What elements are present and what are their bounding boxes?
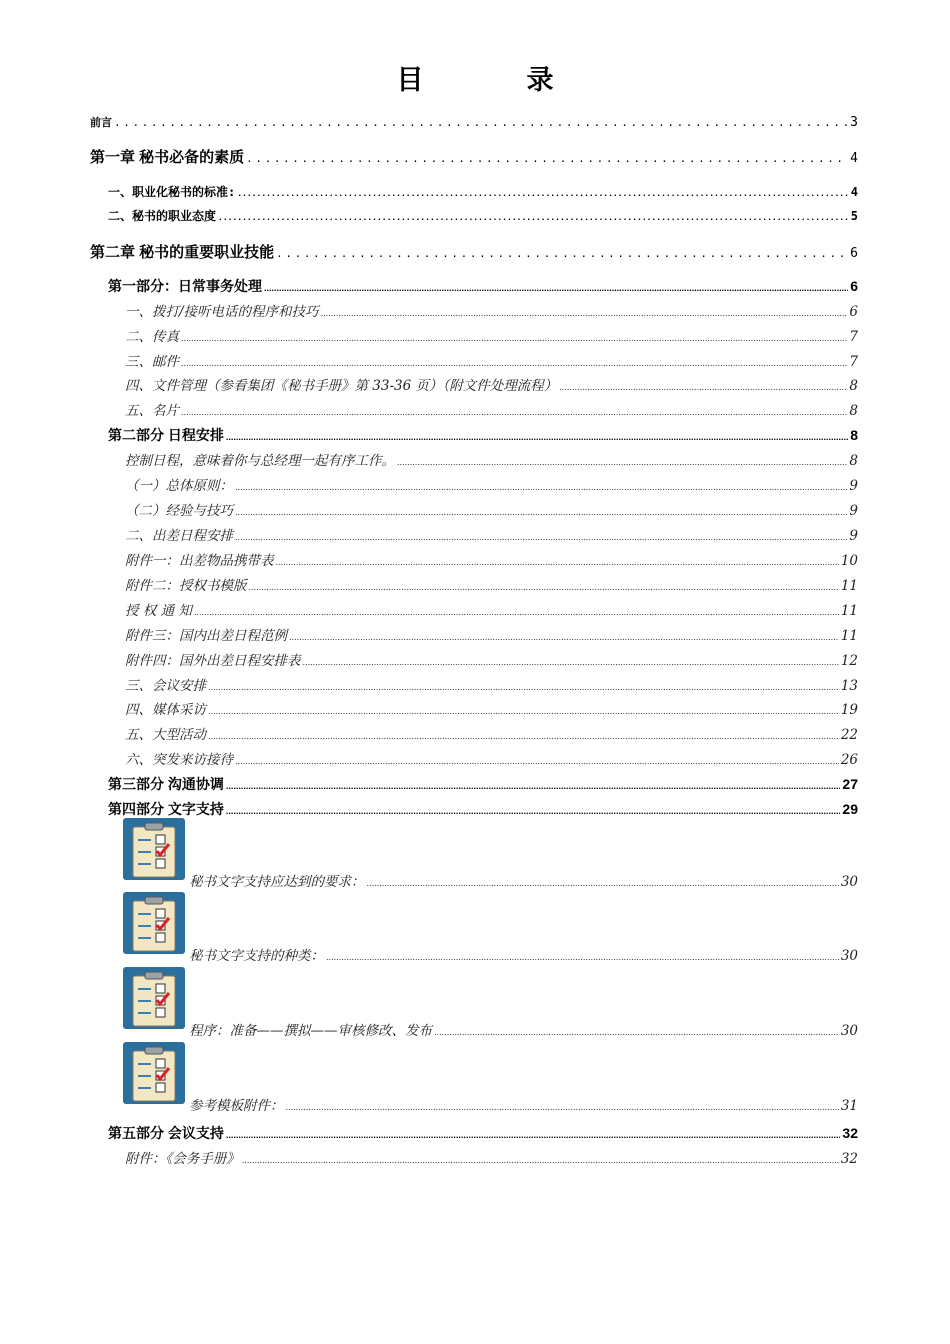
toc-page-number: 6 bbox=[850, 246, 858, 261]
toc-page-number: 11 bbox=[840, 628, 858, 644]
toc-entry-text: 三、会议安排 bbox=[125, 678, 206, 694]
toc-entry-item[interactable] bbox=[125, 449, 858, 469]
toc-page-number: 4 bbox=[850, 151, 858, 166]
toc-leader bbox=[208, 683, 839, 692]
toc-entry-text: 四、文件管理（参看集团《秘书手册》第 33-36 页）（附文件处理流程） bbox=[125, 378, 558, 394]
toc-page-number: 8 bbox=[849, 378, 858, 394]
toc-page-number: 29 bbox=[842, 801, 858, 817]
toc-leader bbox=[208, 707, 839, 716]
toc-entry-item[interactable] bbox=[125, 723, 858, 743]
toc-entry-section[interactable] bbox=[108, 183, 858, 200]
toc-page-number: 11 bbox=[840, 578, 858, 594]
toc-leader bbox=[194, 608, 839, 617]
checklist-clipboard-icon bbox=[123, 818, 185, 880]
toc-entry-item[interactable] bbox=[125, 300, 858, 320]
toc-entry-text: 五、名片 bbox=[125, 403, 179, 419]
toc-page-number: 13 bbox=[840, 678, 858, 694]
toc-entry-text: 秘书文字支持应达到的要求： bbox=[189, 874, 365, 890]
checklist-clipboard-icon bbox=[123, 1042, 185, 1104]
checklist-clipboard-icon bbox=[123, 967, 185, 1029]
toc-entry-text: 第二章 秘书的重要职业技能 bbox=[90, 244, 275, 261]
toc-page-number: 12 bbox=[840, 653, 858, 669]
toc-entry-text: 附件：《会务手册》 bbox=[125, 1151, 240, 1167]
toc-entry-text: 程序：准备——撰拟——审核修改、发布 bbox=[189, 1023, 432, 1039]
toc-page-number: 30 bbox=[840, 948, 858, 964]
toc-leader bbox=[286, 1103, 839, 1112]
toc-leader bbox=[226, 806, 841, 816]
toc-entry-item[interactable] bbox=[125, 499, 858, 519]
toc-page-number: 9 bbox=[849, 503, 858, 519]
toc-page-number: 30 bbox=[840, 874, 858, 890]
toc-entry-text: （二）经验与技巧 bbox=[125, 503, 233, 519]
toc-entry-text: 第一章 秘书必备的素质 bbox=[90, 149, 245, 166]
toc-leader bbox=[242, 1156, 839, 1165]
toc-page-number: 5 bbox=[850, 209, 858, 223]
toc-entry-item[interactable] bbox=[125, 748, 858, 768]
toc-leader bbox=[326, 953, 839, 962]
toc-page-number: 30 bbox=[840, 1023, 858, 1039]
toc-leader bbox=[226, 781, 841, 791]
checklist-clipboard-icon bbox=[123, 892, 185, 954]
toc-page-number: 31 bbox=[840, 1098, 858, 1114]
toc-entry-preface[interactable] bbox=[90, 114, 858, 130]
toc-leader bbox=[276, 558, 839, 567]
toc-entry-text: 控制日程，意味着你与总经理一起有序工作。 bbox=[125, 453, 395, 469]
toc-entry-text: 授 权 通 知 bbox=[125, 603, 192, 619]
toc-entry-text: 五、大型活动 bbox=[125, 727, 206, 743]
toc-page-number: 27 bbox=[842, 776, 858, 792]
toc-entry-chapter-2[interactable] bbox=[90, 241, 858, 262]
toc-entry-text: 附件二：授权书模版 bbox=[125, 578, 247, 594]
toc-leader bbox=[264, 283, 848, 293]
toc-leader bbox=[218, 213, 849, 222]
toc-entry-item[interactable] bbox=[125, 1147, 858, 1167]
toc-leader bbox=[246, 152, 848, 165]
toc-entry-item[interactable] bbox=[125, 698, 858, 718]
toc-entry-text: 三、邮件 bbox=[125, 354, 179, 370]
toc-entry-item[interactable] bbox=[125, 325, 858, 345]
toc-entry-part-2[interactable] bbox=[108, 425, 858, 445]
toc-entry-text: 一、拨打/接听电话的程序和技巧 bbox=[125, 304, 319, 320]
toc-entry-item[interactable] bbox=[125, 599, 858, 619]
toc-page-number: 8 bbox=[849, 403, 858, 419]
toc-entry-text: （一）总体原则： bbox=[125, 478, 233, 494]
toc-leader bbox=[434, 1028, 839, 1037]
toc-entry-text: 第一部分：日常事务处理 bbox=[108, 278, 262, 294]
toc-entry-text: 二、秘书的职业态度 bbox=[108, 209, 217, 223]
toc-entry-text: 一、职业化秘书的标准: bbox=[108, 185, 236, 199]
toc-entry-chapter-1[interactable] bbox=[90, 146, 858, 167]
toc-leader bbox=[237, 189, 849, 198]
toc-page-number: 26 bbox=[840, 752, 858, 768]
toc-entry-item[interactable] bbox=[189, 870, 858, 890]
toc-leader bbox=[181, 334, 847, 343]
toc-page-number: 11 bbox=[840, 603, 858, 619]
toc-entry-part-1[interactable] bbox=[108, 276, 858, 296]
toc-entry-text: 第二部分 日程安排 bbox=[108, 427, 224, 443]
toc-entry-item[interactable] bbox=[125, 350, 858, 370]
toc-entry-item[interactable] bbox=[189, 1094, 858, 1114]
toc-entry-item[interactable] bbox=[189, 1019, 858, 1039]
toc-leader bbox=[235, 483, 847, 492]
toc-entry-text: 四、媒体采访 bbox=[125, 702, 206, 718]
toc-leader bbox=[235, 508, 847, 517]
toc-leader bbox=[367, 879, 839, 888]
toc-entry-section[interactable] bbox=[108, 207, 858, 224]
toc-entry-text: 二、传真 bbox=[125, 329, 179, 345]
toc-entry-item[interactable] bbox=[125, 549, 858, 569]
toc-entry-text: 附件一：出差物品携带表 bbox=[125, 553, 274, 569]
toc-entry-item[interactable] bbox=[125, 649, 858, 669]
toc-entry-text: 第五部分 会议支持 bbox=[108, 1125, 224, 1141]
toc-leader bbox=[249, 583, 839, 592]
toc-page-number: 19 bbox=[840, 702, 858, 718]
toc-page-number: 22 bbox=[840, 727, 858, 743]
toc-entry-text: 二、出差日程安排 bbox=[125, 528, 233, 544]
toc-page-number: 8 bbox=[849, 453, 858, 469]
toc-entry-text: 附件三：国内出差日程范例 bbox=[125, 628, 287, 644]
toc-entry-text: 第四部分 文字支持 bbox=[108, 801, 224, 817]
toc-leader bbox=[559, 383, 847, 392]
toc-leader bbox=[289, 633, 839, 642]
toc-leader bbox=[208, 732, 839, 741]
toc-entry-part-3[interactable] bbox=[108, 774, 858, 794]
toc-page-number: 7 bbox=[849, 354, 858, 370]
toc-entry-part-4[interactable] bbox=[108, 799, 858, 819]
toc-entry-text: 附件四：国外出差日程安排表 bbox=[125, 653, 301, 669]
toc-page-number: 3 bbox=[850, 115, 858, 130]
toc-entry-item[interactable] bbox=[125, 374, 858, 394]
toc-page-number: 6 bbox=[849, 304, 858, 320]
toc-leader bbox=[397, 458, 847, 467]
toc-leader bbox=[181, 359, 847, 368]
toc-leader bbox=[235, 757, 839, 766]
toc-leader bbox=[226, 1130, 841, 1140]
toc-page-number: 10 bbox=[840, 553, 858, 569]
toc-leader bbox=[303, 658, 839, 667]
toc-entry-part-5[interactable] bbox=[108, 1123, 858, 1143]
toc-page-number: 9 bbox=[849, 528, 858, 544]
toc-entry-text: 第三部分 沟通协调 bbox=[108, 776, 224, 792]
toc-entry-item[interactable] bbox=[125, 574, 858, 594]
toc-entry-item[interactable] bbox=[125, 474, 858, 494]
toc-entry-item[interactable] bbox=[125, 399, 858, 419]
toc-entry-text: 参考模板附件： bbox=[189, 1098, 284, 1114]
toc-entry-text: 秘书文字支持的种类： bbox=[189, 948, 324, 964]
toc-page-number: 32 bbox=[842, 1125, 858, 1141]
toc-page-number: 4 bbox=[850, 185, 858, 199]
toc-leader bbox=[114, 116, 848, 129]
toc-entry-text: 六、突发来访接待 bbox=[125, 752, 233, 768]
toc-page-number: 8 bbox=[850, 427, 858, 443]
toc-entry-item[interactable] bbox=[125, 624, 858, 644]
toc-page-number: 7 bbox=[849, 329, 858, 345]
toc-entry-item[interactable] bbox=[125, 674, 858, 694]
toc-entry-item[interactable] bbox=[189, 944, 858, 964]
page-title: 目 录 bbox=[396, 65, 592, 96]
toc-leader bbox=[226, 432, 848, 442]
toc-entry-item[interactable] bbox=[125, 524, 858, 544]
toc-leader bbox=[181, 408, 847, 417]
toc-leader bbox=[235, 533, 847, 542]
toc-page-number: 6 bbox=[850, 278, 858, 294]
toc-leader bbox=[321, 309, 848, 318]
toc-page-number: 9 bbox=[849, 478, 858, 494]
toc-page-number: 32 bbox=[840, 1151, 858, 1167]
toc-entry-text: 前言 bbox=[90, 116, 112, 129]
toc-leader bbox=[276, 247, 848, 260]
